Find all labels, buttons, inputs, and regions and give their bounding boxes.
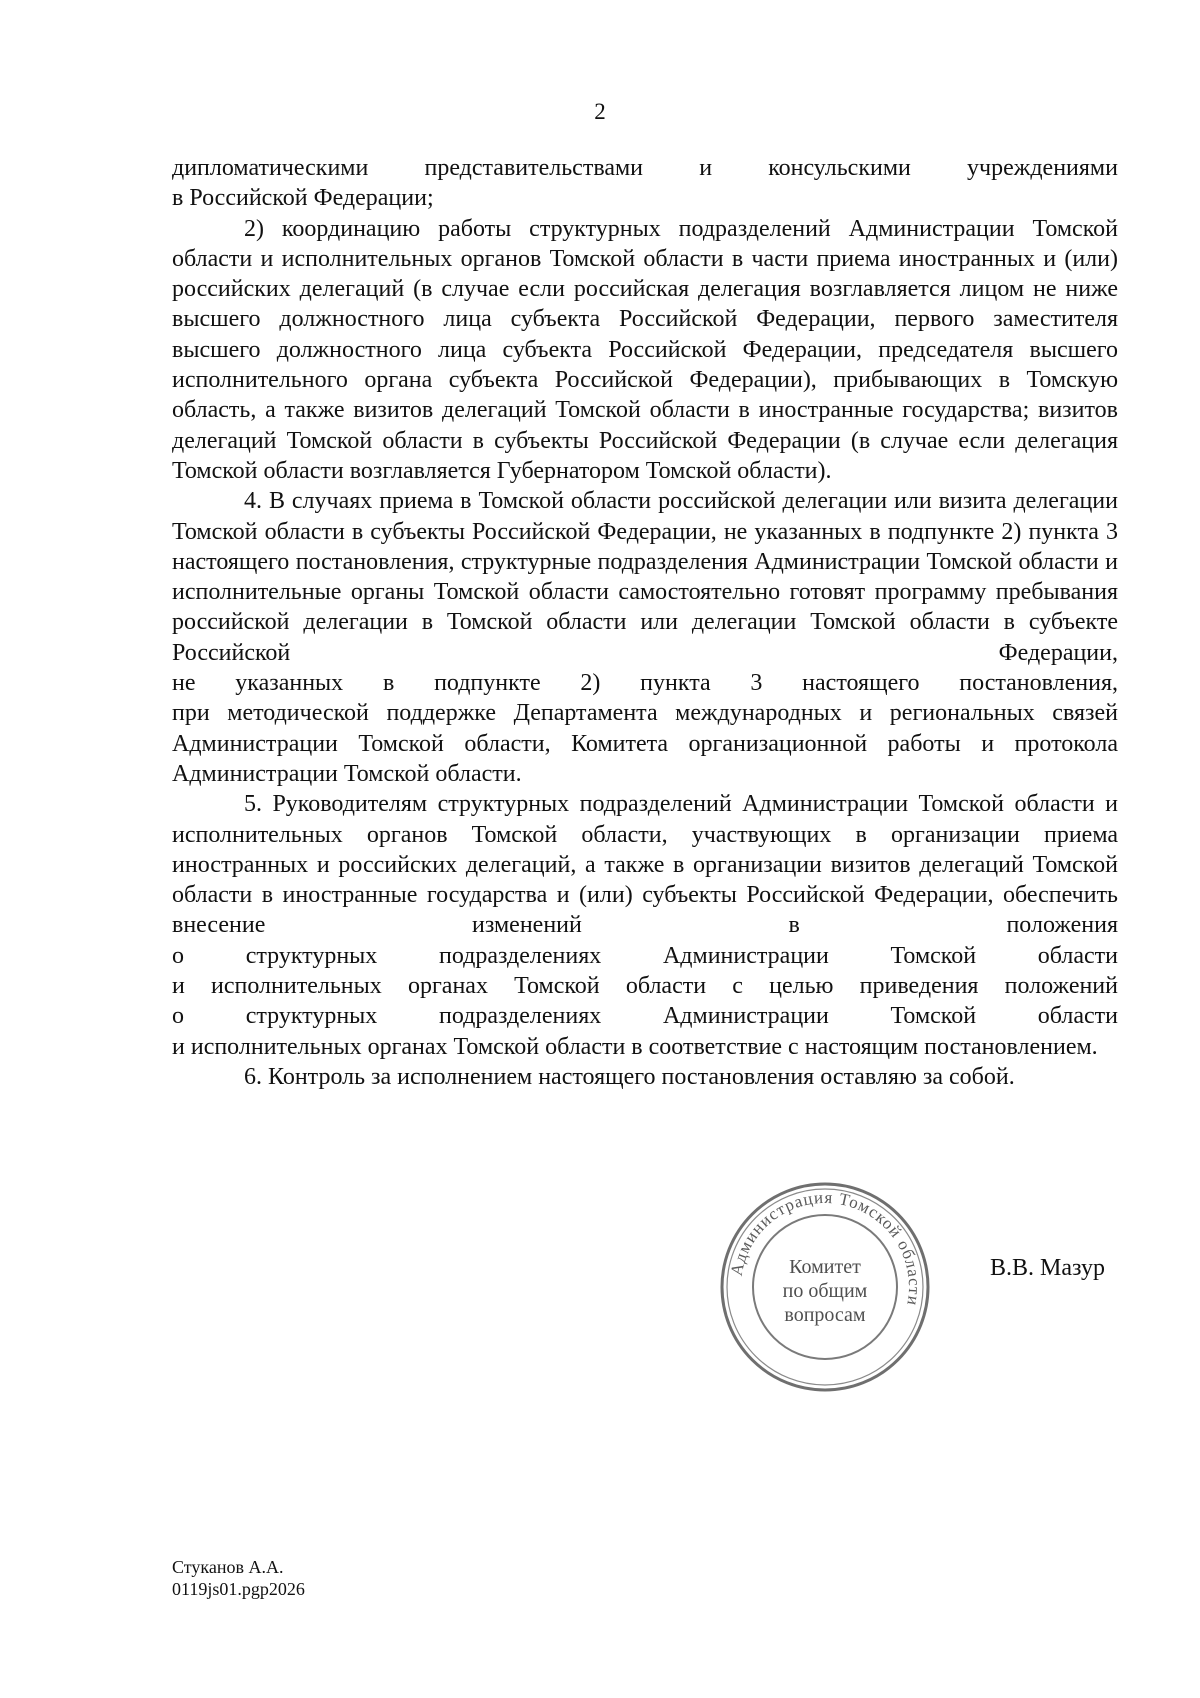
point-5-part-e: и исполнительных органах Томской области в соответствие с настоящим постановлением. [172, 1033, 1098, 1060]
document-code: 0119js01.pgp2026 [172, 1579, 305, 1599]
point-4-part-a: 4. В случаях приема в Томской области российской делегации или визита делегации Томской области в субъекты Российской Федерации, не указанных в подпункте 2) пункта 3 настоящего постановления, структурные подразделения Администрации Томской области и исполнительные органы Томской области самостоятельно готовят программу пребывания российской делегации в Томской области или делегации Томской области в субъекте Российской Федерации, [172, 488, 1118, 666]
official-stamp [718, 1180, 932, 1394]
paragraph-continuation: в Российской Федерации; [172, 185, 434, 212]
point-6: 6. Контроль за исполнением настоящего постановления оставляю за собой. [244, 1063, 1015, 1090]
signatory-name: В.В. Мазур [990, 1255, 1105, 1281]
stamp-center-line-2: по общим [782, 1280, 868, 1302]
point-5-part-c: и исполнительных органах Томской области с целью приведения положений [172, 973, 1118, 1000]
point-5-part-d: о структурных подразделениях Администрации Томской области [172, 1003, 1118, 1030]
document-body [172, 153, 1118, 1092]
executor-name: Стуканов А.А. [172, 1557, 284, 1577]
executor-block [172, 1556, 305, 1600]
point-5-part-a: 5. Руководителям структурных подразделений Администрации Томской области и исполнительных органов Томской области, участвующих в организации приема иностранных и российских делегаций, а также в организации визитов делегаций Томской области в иностранные государства и (или) субъекты Российской Федерации, обеспечить внесение изменений в положения [172, 791, 1118, 939]
point-4-part-c: при методической поддержке Департамента международных и региональных связей Администрации Томской области, Комитета организационной работы и протокола Администрации Томской области. [172, 700, 1118, 787]
stamp-center-line-1: Комитет [789, 1256, 861, 1278]
stamp-center-line-3: вопросам [784, 1304, 866, 1326]
stamp-ring-text: Администрация Томской области [726, 1187, 925, 1308]
subpoint-2: 2) координацию работы структурных подразделений Администрации Томской области и исполнительных органов Томской области в части приема иностранных и (или) российских делегаций (в случае если российская делегация возглавляется лицом не ниже высшего должностного лица субъекта Российской Федерации, первого заместителя высшего должностного лица субъекта Российской Федерации, председателя высшего исполнительного органа субъекта Российской Федерации), прибывающих в Томскую область, а также визитов делегаций Томской области в иностранные государства; визитов делегаций Томской области в субъекты Российской Федерации (в случае если делегация Томской области возглавляется Губернатором Томской области). [172, 215, 1118, 484]
point-5-part-b: о структурных подразделениях Администрации Томской области [172, 942, 1118, 969]
page-number: 2 [594, 99, 606, 124]
paragraph-continuation-first-line: дипломатическими представительствами и консульскими учреждениями [172, 155, 1118, 181]
point-4-part-b: не указанных в подпункте 2) пункта 3 настоящего постановления, [172, 670, 1118, 697]
